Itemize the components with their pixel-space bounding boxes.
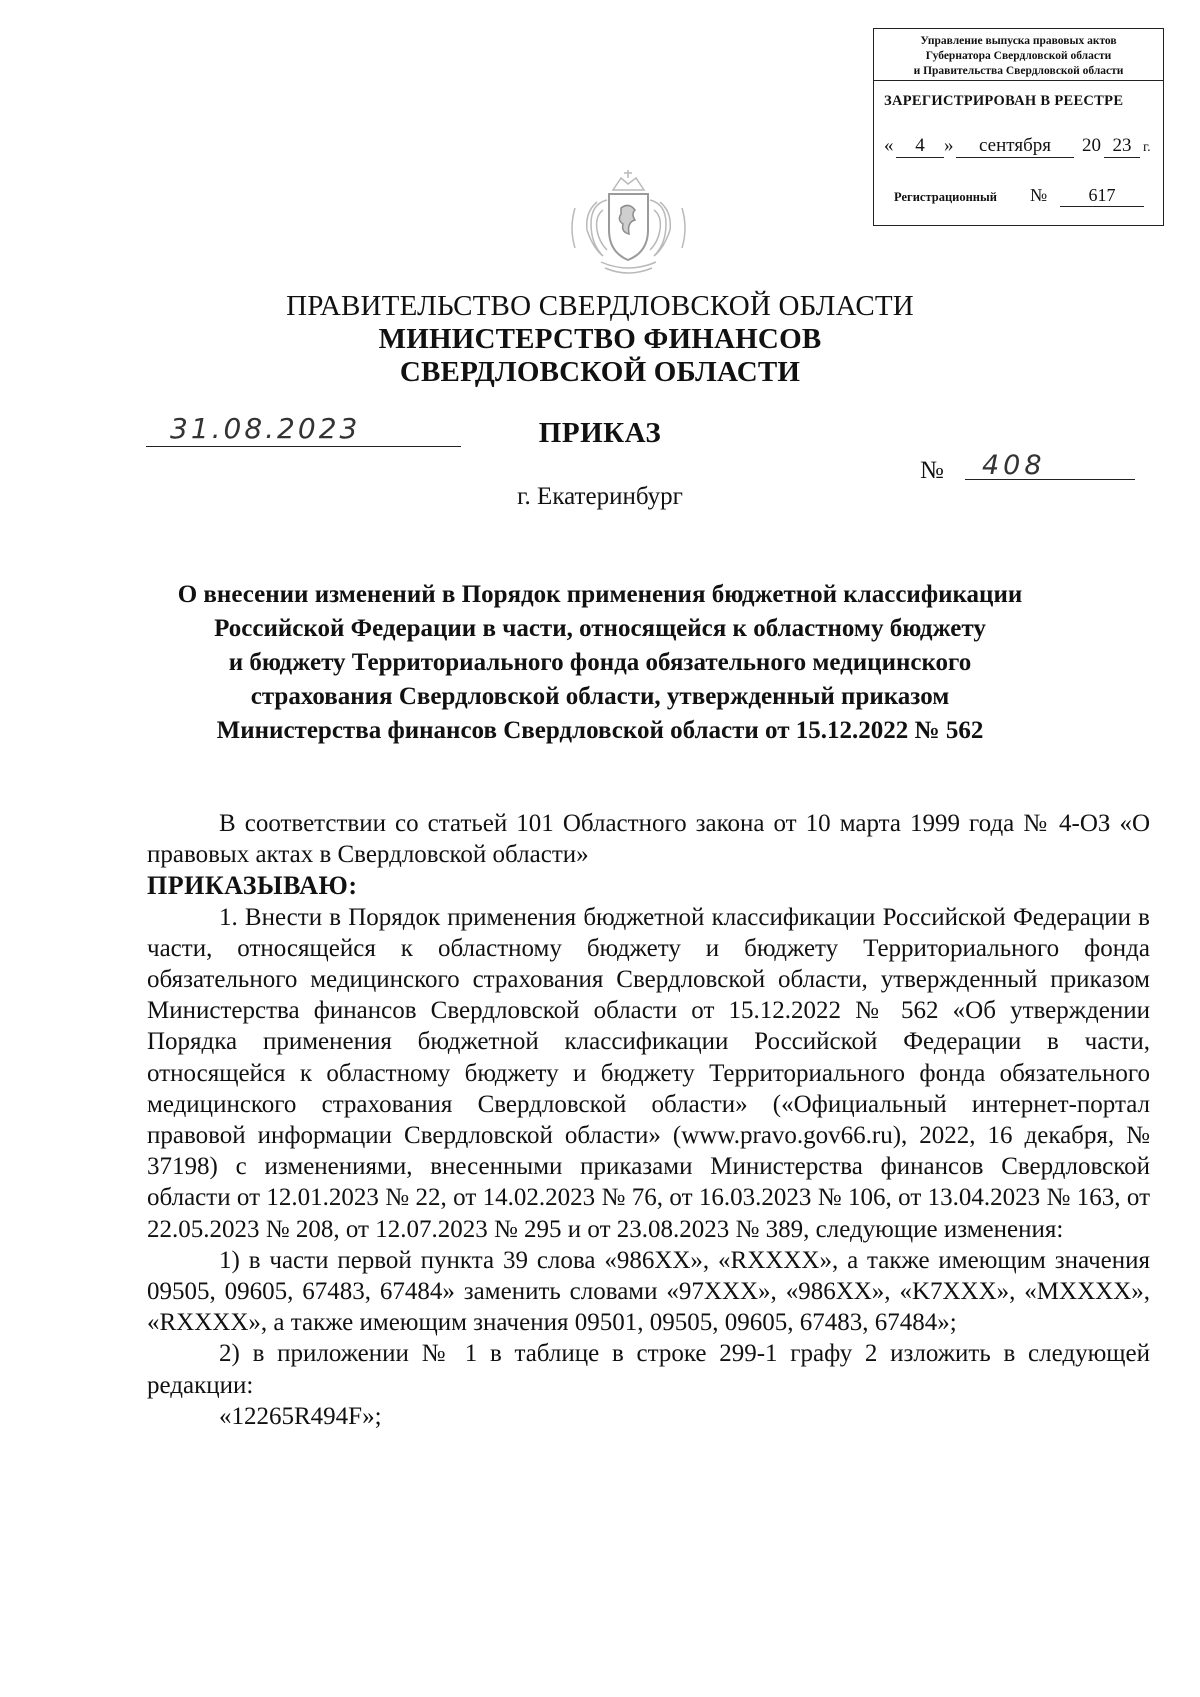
stamp-no-sign: № (1030, 185, 1048, 205)
subitem-1-paragraph: 1) в части первой пункта 39 слова «986XX», «RXXXX», а также имеющим значения 09505, 09605, 67483, 67484» заменить словами «97XXX», «986XX», «K7XXX», «MXXXX», «RXXXX», а также имеющим значения 09501, 09505, 09605, 67483, 67484»; (147, 1246, 1150, 1337)
stamp-quote-close: » (944, 135, 954, 156)
document-body (147, 808, 1150, 1432)
stamp-reg-label: Регистрационный (894, 190, 997, 204)
title-line: О внесении изменений в Порядок применения бюджетной классификации (177, 581, 1023, 608)
stamp-date (884, 135, 1156, 159)
stamp-header-line: Губернатора Свердловской области (925, 50, 1112, 62)
stamp-year-abbr: г. (1143, 140, 1151, 155)
document-type: ПРИКАЗ (538, 417, 662, 449)
registration-stamp (873, 28, 1164, 226)
stamp-quote-open: « (884, 135, 894, 156)
title-line: Российской Федерации в части, относящейся к областному бюджету (214, 615, 986, 642)
stamp-header-line: Управление выпуска правовых актов (920, 35, 1117, 47)
document-title (150, 578, 1050, 748)
stamp-year-suffix: 23 (1104, 135, 1140, 158)
order-date-line (146, 446, 461, 447)
item-1-paragraph: 1. Внести в Порядок применения бюджетной классификации Российской Федерации в части, относящейся к областному бюджету и бюджету Территориального фонда обязательного медицинского страхования Свердловской области, утвержденный приказом Министерства финансов Свердловской области от 15.12.2022 № 562 «Об утверждении Порядка применения бюджетной классификации Российской Федерации в части, относящейся к областному бюджету и бюджету Территориального фонда обязательного медицинского страхования Свердловской области» («Официальный интернет-портал правовой информации Свердловской области» (www.pravo.gov66.ru), 2022, 16 декабря, № 37198) с изменениями, внесенными приказами Министерства финансов Свердловской области от 12.01.2023 № 22, от 14.02.2023 № 76, от 16.03.2023 № 106, от 13.04.2023 № 163, от 22.05.2023 № 208, от 12.07.2023 № 295 и от 23.08.2023 № 389, следующие изменения: (147, 903, 1150, 1243)
title-line: Министерства финансов Свердловской области от 15.12.2022 № 562 (216, 717, 984, 744)
stamp-day: 4 (896, 135, 944, 158)
stamp-month: сентября (956, 135, 1074, 158)
stamp-header-line: и Правительства Свердловской области (913, 65, 1124, 77)
stamp-header (874, 29, 1163, 81)
title-line: и бюджету Территориального фонда обязательного медицинского (228, 649, 972, 676)
order-number-line (965, 479, 1135, 480)
government-name: ПРАВИТЕЛЬСТВО СВЕРДЛОВСКОЙ ОБЛАСТИ (286, 290, 914, 322)
ministry-name-line1: МИНИСТЕРСТВО ФИНАНСОВ (378, 323, 822, 355)
subitem-2-paragraph: 2) в приложении № 1 в таблице в строке 299-1 графу 2 изложить в следующей редакции: (147, 1340, 1150, 1399)
stamp-registered-label: ЗАРЕГИСТРИРОВАН В РЕЕСТРЕ (884, 93, 1124, 109)
stamp-reg-number (894, 185, 1154, 211)
stamp-number: 617 (1060, 185, 1144, 207)
stamp-year-prefix: 20 (1082, 135, 1101, 156)
preamble-paragraph: В соответствии со статьей 101 Областного закона от 10 марта 1999 года № 4-ОЗ «О правовых актах в Свердловской области» (147, 810, 1150, 869)
order-number-handwritten: 408 (982, 450, 1046, 481)
coat-of-arms-emblem (561, 168, 696, 278)
order-date-handwritten: 31.08.2023 (170, 412, 361, 445)
ministry-name-line2: СВЕРДЛОВСКОЙ ОБЛАСТИ (399, 356, 801, 388)
order-no-sign: № (920, 457, 944, 484)
order-word: ПРИКАЗЫВАЮ: (147, 871, 358, 901)
title-line: страхования Свердловской области, утвержденный приказом (250, 683, 950, 710)
city: г. Екатеринбург (517, 483, 683, 510)
subitem-2-value: «12265R494F»; (219, 1402, 382, 1430)
